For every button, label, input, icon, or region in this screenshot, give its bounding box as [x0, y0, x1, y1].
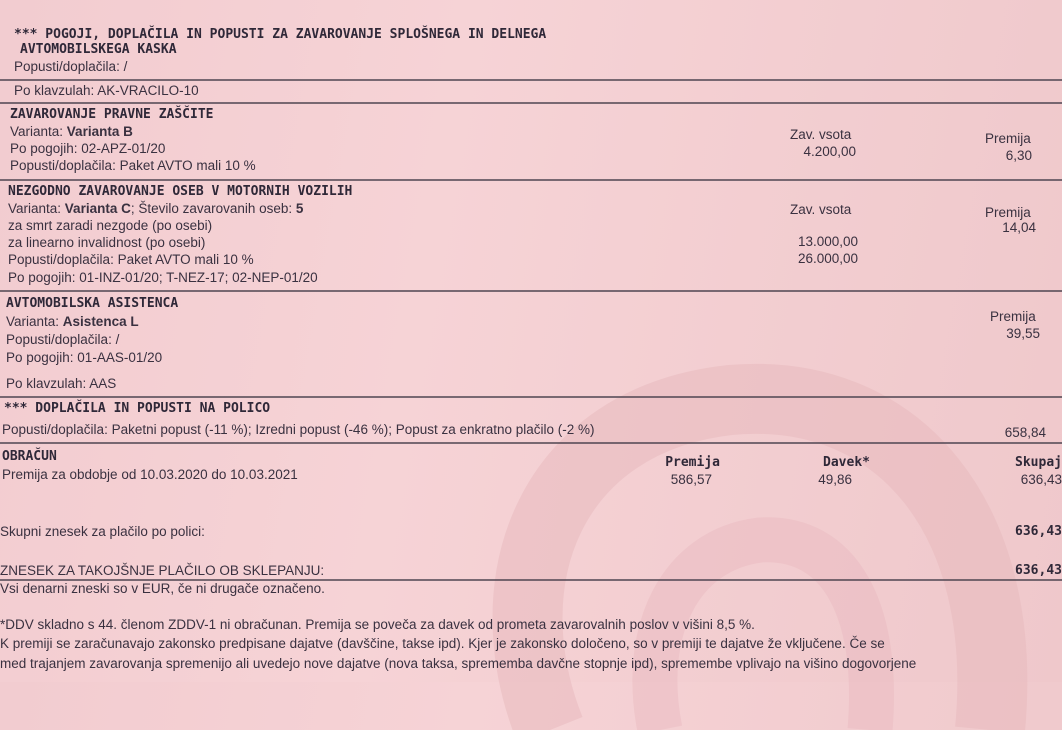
asistenca-premija-label: Premija	[990, 309, 1036, 324]
nezgodno-premija-value: 14,04	[1002, 220, 1036, 235]
divider	[0, 102, 1062, 104]
obracun-skupaj-label: Skupaj	[1015, 455, 1062, 470]
obracun-premija-value: 586,57	[670, 472, 712, 487]
pravna-premija-value: 6,30	[1005, 148, 1032, 163]
obracun-obdobje: Premija za obdobje od 10.03.2020 do 10.03.2021	[2, 467, 298, 482]
nezgodno-zav-vsota-label: Zav. vsota	[790, 202, 852, 217]
skupni-znesek-value: 636,43	[1015, 524, 1062, 539]
takojsnje-placilo-label: ZNESEK ZA TAKOJŠNJE PLAČILO OB SKLEPANJU:	[0, 563, 325, 578]
divider	[0, 79, 1062, 81]
asistenca-premija-value: 39,55	[1006, 326, 1040, 341]
skupni-znesek-label: Skupni znesek za plačilo po polici:	[0, 524, 205, 539]
obracun-davek-value: 49,86	[818, 472, 852, 487]
pravna-zav-vsota-value: 4.200,00	[803, 144, 856, 159]
pravna-pogoji: Po pogojih: 02-APZ-01/20	[10, 141, 166, 156]
nezgodno-pogoji: Po pogojih: 01-INZ-01/20; T-NEZ-17; 02-NEP-01/20	[8, 270, 318, 285]
obracun-title: OBRAČUN	[2, 449, 57, 464]
divider	[0, 396, 1062, 398]
nezgodno-invalidnost-vsota: 26.000,00	[797, 251, 858, 266]
polica-title: *** DOPLAČILA IN POPUSTI NA POLICO	[4, 401, 271, 416]
nezgodno-popusti: Popusti/doplačila: Paket AVTO mali 10 %	[8, 252, 254, 267]
asistenca-pogoji: Po pogojih: 01-AAS-01/20	[6, 350, 163, 365]
footer-line-4: med trajanjem zavarovanja spremenijo ali uvedejo nove dajatve (nova taksa, sprememba davčne stopnje ipd), spremembe vplivajo na višino dogovorjene	[0, 656, 917, 671]
divider	[0, 179, 1062, 181]
asistenca-klavzule: Po klavzulah: AAS	[6, 376, 117, 391]
asistenca-varianta: Varianta: Asistenca L	[6, 314, 139, 329]
footer-line-3: K premiji se zaračunavajo zakonsko predpisane dajatve (davščine, takse ipd). Kjer je zakonsko določeno, so v premiji te dajatve že vključene. Če se	[0, 636, 885, 651]
nezgodno-smrt: za smrt zaradi nezgode (po osebi)	[8, 218, 213, 233]
nezgodno-invalidnost: za linearno invalidnost (po osebi)	[8, 235, 206, 250]
pravna-varianta: Varianta: Varianta B	[10, 124, 133, 139]
obracun-skupaj-value: 636,43	[1020, 472, 1062, 487]
kasko-klavzule: Po klavzulah: AK-VRACILO-10	[14, 83, 199, 98]
kasko-title-line-1: *** POGOJI, DOPLAČILA IN POPUSTI ZA ZAVAROVANJE SPLOŠNEGA IN DELNEGA	[14, 27, 547, 42]
pravna-popusti: Popusti/doplačila: Paket AVTO mali 10 %	[10, 158, 256, 173]
kasko-title-line-2: AVTOMOBILSKEGA KASKA	[20, 42, 177, 57]
obracun-davek-label: Davek*	[823, 455, 870, 470]
nezgodno-smrt-vsota: 13.000,00	[797, 234, 858, 249]
nezgodno-title: NEZGODNO ZAVAROVANJE OSEB V MOTORNIH VOZILIH	[8, 184, 353, 199]
divider	[0, 442, 1062, 444]
nezgodno-varianta: Varianta: Varianta C; Število zavarovanih oseb: 5	[8, 201, 304, 216]
pravna-title: ZAVAROVANJE PRAVNE ZAŠČITE	[10, 107, 214, 122]
pravna-zav-vsota-label: Zav. vsota	[790, 127, 852, 142]
polica-value: 658,84	[1004, 425, 1046, 440]
pravna-premija-label: Premija	[985, 131, 1031, 146]
divider	[0, 290, 1062, 292]
kasko-popusti: Popusti/doplačila: /	[14, 59, 128, 74]
takojsnje-placilo-value: 636,43	[1015, 563, 1062, 578]
asistenca-popusti: Popusti/doplačila: /	[6, 332, 120, 347]
asistenca-title: AVTOMOBILSKA ASISTENCA	[6, 296, 179, 311]
nezgodno-premija-label: Premija	[985, 205, 1031, 220]
polica-popusti: Popusti/doplačila: Paketni popust (-11 %); Izredni popust (-46 %); Popust za enkratno plačilo (-2 %)	[2, 422, 595, 437]
obracun-premija-label: Premija	[665, 455, 720, 470]
footer-line-1: Vsi denarni zneski so v EUR, če ni drugače označeno.	[0, 581, 325, 596]
footer-line-2: *DDV skladno s 44. členom ZDDV-1 ni obračunan. Premija se poveča za davek od prometa zavarovalnih poslov v višini 8,5 %.	[0, 617, 755, 632]
